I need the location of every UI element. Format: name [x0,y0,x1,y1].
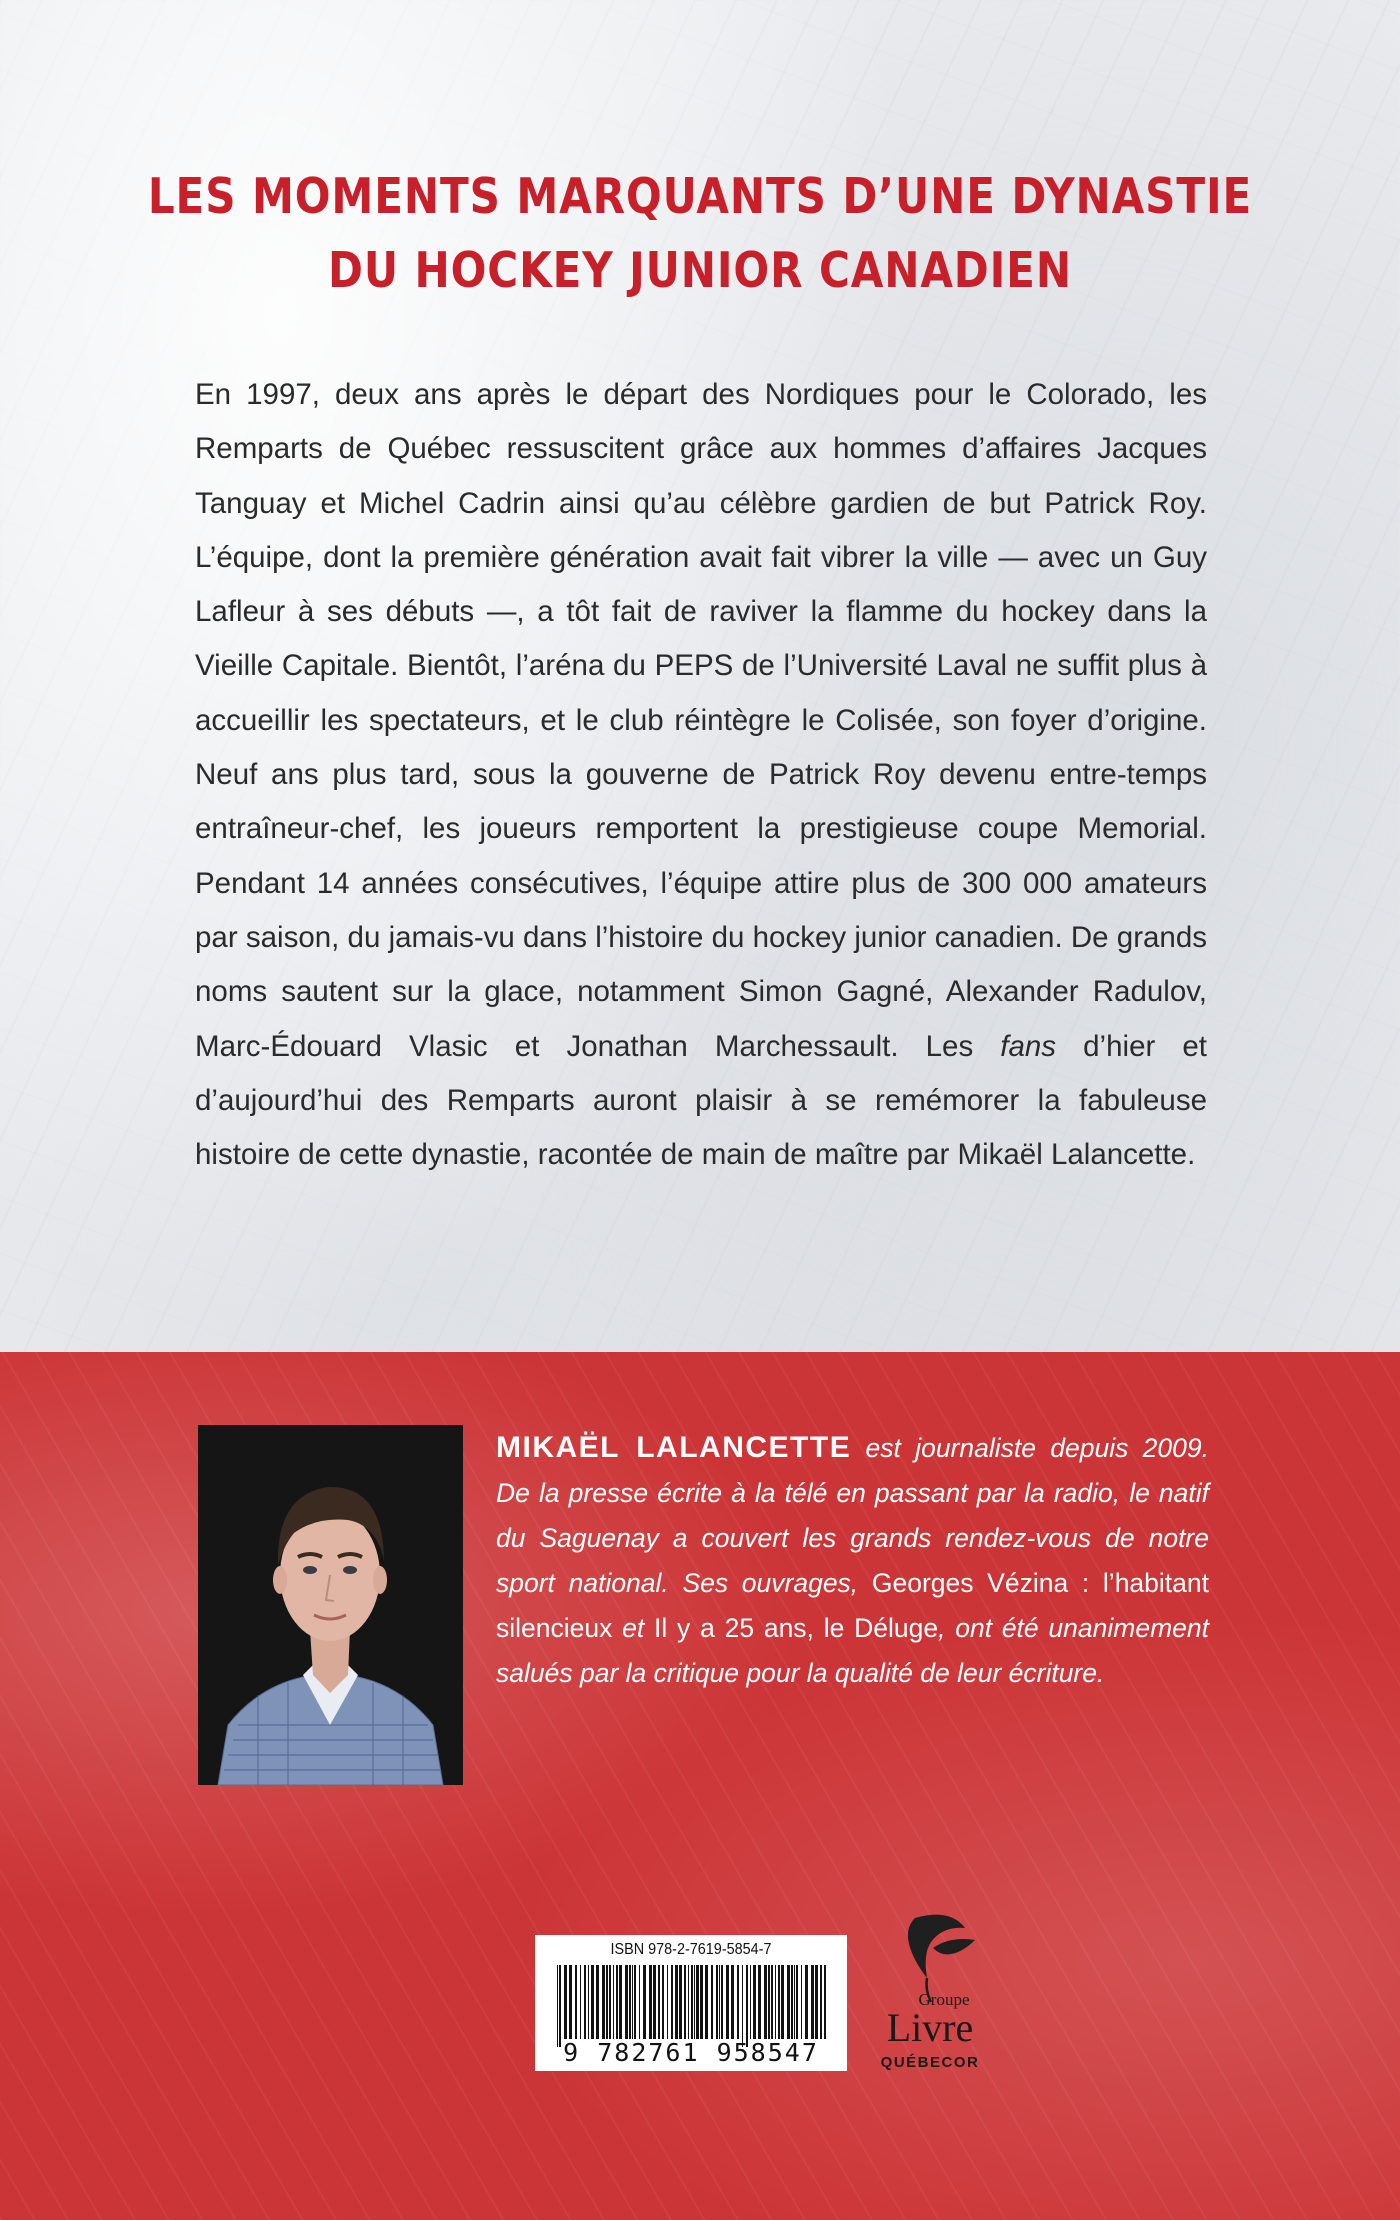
barcode-bar [564,1965,567,2039]
barcode [535,1935,847,2071]
logo-quebecor: QUÉBECOR [880,2054,980,2071]
barcode-bar [575,1965,577,2039]
barcode-bar [781,1965,784,2039]
barcode-bar [632,1965,633,2039]
barcode-bar [787,1965,790,2039]
barcode-bar [584,1965,586,2039]
barcode-bar [653,1965,656,2039]
barcode-bar [613,1965,614,2039]
ean-number: 9 782761 958547 [563,2038,819,2067]
headline-line-1: LES MOMENTS MARQUANTS D’UNE DYNASTIE [147,168,1253,225]
barcode-bar [619,1965,622,2039]
barcode-bar [629,1965,631,2039]
synopsis [195,368,1207,1182]
book-title-1: Georges Vézina : l’habitant silencieux [496,1568,1209,1643]
barcode-bar [805,1965,808,2039]
barcode-bar [634,1965,636,2039]
barcode-bar [711,1965,713,2039]
barcode-bar [791,1965,793,2039]
barcode-bar [737,1965,739,2039]
headline-line-2: DU HOCKEY JUNIOR CANADIEN [328,242,1072,299]
barcode-bar [609,1965,611,2039]
barcode-bar [719,1965,720,2039]
barcode-bar [602,1965,605,2039]
barcode-bar [726,1965,729,2039]
author-bio [496,1425,1209,1696]
barcode-bar [700,1965,703,2039]
barcode-bar [679,1965,682,2039]
barcode-bar [662,1965,664,2039]
barcode-bar [796,1965,798,2039]
barcode-bar [746,1965,748,2047]
barcode-bar [649,1965,652,2039]
barcode-bar [815,1965,818,2039]
barcode-bar [750,1965,751,2039]
barcode-bar [671,1965,673,2039]
synopsis-italic-word: fans [1000,1029,1057,1063]
barcode-bar [758,1965,761,2039]
bio-text-3: , ont été unanimement salués par la critique pour la qualité de leur écriture. [496,1613,1209,1688]
barcode-bar [694,1965,695,2039]
author-name: MIKAËL LALANCETTE [496,1431,852,1464]
barcode-bar [731,1965,734,2039]
barcode-bar [588,1965,589,2039]
author-photo [198,1425,463,1785]
barcode-bar [775,1965,776,2039]
barcode-bar [658,1965,660,2039]
barcode-bar [639,1965,640,2039]
barcode-bar [625,1965,628,2039]
barcode-bar [811,1965,814,2039]
headline [98,160,1302,308]
barcode-bar [824,1965,826,2039]
barcode-bar [705,1965,708,2039]
bio-text-2: et [612,1613,655,1643]
barcode-bar [691,1965,693,2039]
barcode-bar [696,1965,699,2039]
barcode-bar [768,1965,770,2039]
barcode-bar [742,1965,743,2047]
barcode-bar [688,1965,689,2039]
barcode-bar [753,1965,756,2039]
barcode-bar [771,1965,773,2039]
barcode-bar [606,1965,608,2039]
barcode-bar [616,1965,618,2039]
barcode-bar [557,1965,558,2047]
isbn-label: ISBN 978-2-7619-5854-7 [610,1941,772,1958]
barcode-bar [684,1965,686,2039]
barcode-bar [675,1965,678,2039]
barcode-bar [764,1965,767,2039]
barcode-bar [716,1965,718,2039]
barcode-bar [591,1965,594,2039]
barcode-bar [643,1965,646,2039]
logo-livre: Livre [886,2005,974,2050]
logo-groupe: Groupe [918,1990,970,2009]
barcode-bar [778,1965,780,2039]
barcode-bar [596,1965,599,2039]
bio-text-1: est journaliste depuis 2009. De la presse écrite à la télé en passant par la radio, le natif du Saguenay a couvert les grands rendez-vous de notre sport national. Ses ouvrages, [496,1433,1210,1598]
barcode-bar [801,1965,802,2039]
publisher-logo [855,1908,1005,2088]
synopsis-text-end: d’hier et d’aujourd’hui des Remparts auront plaisir à se remémorer la fabuleuse histoire de cette dynastie, racontée de main de maître par Mikaël Lalancette. [195,1029,1207,1172]
barcode-bar [569,1965,572,2039]
barcode-bar [580,1965,581,2039]
barcode-bar [559,1965,561,2047]
barcode-bar [721,1965,723,2039]
barcode-bar [820,1965,822,2039]
book-title-2: Il y a 25 ans, le Déluge [654,1613,939,1643]
synopsis-text: En 1997, deux ans après le départ des Nordiques pour le Colorado, les Remparts de Québec ressuscitent grâce aux hommes d’affaires Jacques Tanguay et Michel Cadrin ainsi qu’au célèbre gardien de but Patrick Roy. L’équipe, dont la première génération avait fait vibrer la ville — avec un Guy Lafleur à ses débuts —, a tôt fait de raviver la flamme du hockey dans la Vieille Capitale. Bientôt, l’aréna du PEPS de l’Université Laval ne suffit plus à accueillir les spectateurs, et le club réintègre le Colisée, son foyer d’origine. Neuf ans plus tard, sous la gouverne de Patrick Roy devenu entre-temps entraîneur-chef, les joueurs remportent la prestigieuse coupe Memorial. Pendant 14 années consécutives, l’équipe attire plus de 300 000 amateurs par saison, du jamais-vu dans l’histoire du hockey junior canadien. De grands noms sautent sur la glace, notamment Simon Gagné, Alexander Radulov, Marc-Édouard Vlasic et Jonathan Marchessault. Les [195,378,1207,1063]
barcode-bar [794,1965,795,2039]
barcode-bar [667,1965,668,2039]
